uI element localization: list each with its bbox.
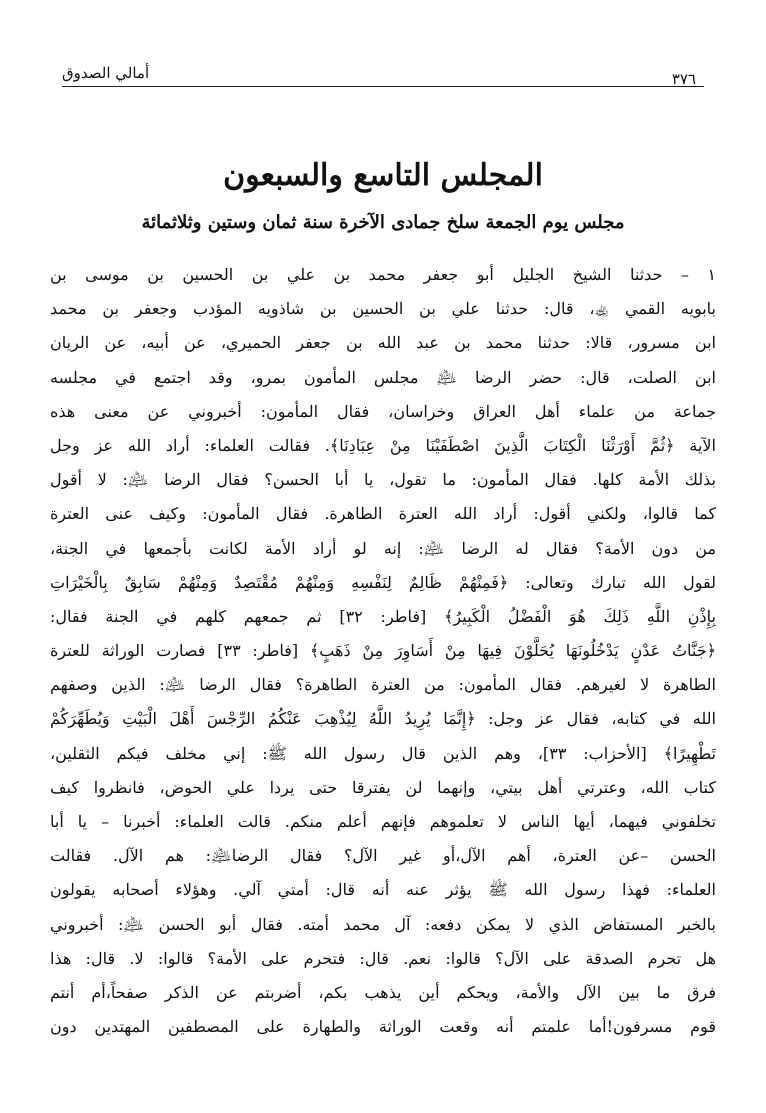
text-line: العلماء: فهذا رسول الله ﷺ يؤثر عنه أنه قال: أمتي آلي. وهؤلاء أصحابه يقولون [50, 880, 716, 900]
text-line: جماعة من علماء أهل العراق وخراسان، فقال المأمون: أخبروني عن معنى هذه [50, 401, 716, 421]
text-line: الطاهرة لا لغيرهم. فقال المأمون: من العترة الطاهرة؟ فقال الرضا ﵇: الذين وصفهم [50, 675, 716, 695]
text-line: بابويه القمي ﵀، قال: حدثنا علي بن الحسين بن شاذويه المؤدب وجعفر بن محمد [50, 299, 716, 319]
text-line: من دون الأمة؟ فقال له الرضا ﵇: إنه لو أراد الأمة لكانت بأجمعها في الجنة، [50, 538, 716, 558]
text-line: بالخبر المستفاض الذي لا يمكن دفعه: آل محمد أمته. فقال أبو الحسن ﵇: أخبروني [50, 914, 716, 934]
text-line: الحسن –عن العترة، أهم الآل،أو غير الآل؟ فقال الرضا﵇: هم الآل. فقالت [50, 846, 716, 866]
header-rule [62, 86, 704, 87]
text-line: الله في كتابه، فقال عز وجل: ﴿إِنَّمَا يُرِيدُ اللَّهُ لِيُذْهِبَ عَنْكُمُ الرِّجْسَ أَهْلَ الْبَيْتِ وَيُطَهِّرَكُمْ [50, 709, 716, 729]
text-line: بذلك الأمة كلها. فقال المأمون: ما تقول، يا أبا الحسن؟ فقال الرضا ﵇: لا أقول [50, 470, 716, 490]
text-line: تخلفوني فيهما، أيها الناس لا تعلموهم فإنهم أعلم منكم. قالت العلماء: أخبرنا – يا أبا [50, 812, 716, 831]
running-header [62, 58, 704, 94]
chapter-subtitle: مجلس يوم الجمعة سلخ جمادى الآخرة سنة ثمان وستين وثلاثمائة [141, 212, 625, 233]
text-line: تَطْهِيرًا﴾ [الأحزاب: ٣٣]، وهم الذين قال رسول الله ﷺ: إني مخلف فيكم الثقلين، [50, 743, 716, 763]
book-title: أمالي الصدوق [62, 64, 150, 82]
chapter-title: المجلس التاسع والسبعون [223, 158, 543, 193]
body-text [50, 258, 716, 1044]
text-line: كتاب الله، وعترتي أهل بيتي، وإنهما لن يفترقا حتى يردا علي الحوض، فانظروا كيف [50, 777, 716, 797]
text-line: فرق ما بين الآل والأمة، ويحكم أين يذهب بكم، أضربتم عن الذكر صفحاً،أم أنتم [50, 982, 716, 1002]
text-line: بِإِذْنِ اللَّهِ ذَلِكَ هُوَ الْفَضْلُ الْكَبِيرُ﴾ [فاطر: ٣٢] ثم جمعهم كلهم في الجنة فقال: [50, 606, 716, 626]
text-line: الآية ﴿ثُمَّ أَوْرَثْنَا الْكِتَابَ الَّذِينَ اصْطَفَيْنَا مِنْ عِبَادِنَا﴾. فقالت العلماء: أراد الله عز وجل [50, 435, 716, 455]
text-line: ابن الصلت، قال: حضر الرضا ﵇ مجلس المأمون بمرو، وقد اجتمع في مجلسه [50, 367, 716, 387]
text-line: كما قالوا، ولكني أقول: أراد الله العترة الطاهرة. فقال المأمون: وكيف عنى العترة [50, 504, 716, 524]
text-line: ﴿جَنَّاتُ عَدْنٍ يَدْخُلُونَهَا يُحَلَّوْنَ فِيهَا مِنْ أَسَاوِرَ مِنْ ذَهَبٍ﴾ [فاطر: ٣٣] فصارت الوراثة للعترة [50, 641, 716, 661]
text-line: ١ – حدثنا الشيخ الجليل أبو جعفر محمد بن علي بن الحسين بن موسى بن [50, 265, 716, 284]
text-line: لقول الله تبارك وتعالى: ﴿فَمِنْهُمْ ظَالِمٌ لِنَفْسِهِ وَمِنْهُمْ مُقْتَصِدٌ وَمِنْهُمْ سَابِقٌ بِالْخَيْرَاتِ [50, 572, 716, 592]
text-line: قوم مسرفون!أما علمتم أنه وقعت الوراثة والطهارة على المصطفين المهتدين دون [50, 1017, 716, 1037]
text-line: ابن مسرور، قالا: حدثنا محمد بن عبد الله بن جعفر الحميري، عن أبيه، عن الريان [50, 333, 716, 353]
page-number: ٣٧٦ [671, 70, 696, 88]
text-line: هل تحرم الصدقة على الآل؟ قالوا: نعم. قال: فتحرم على الأمة؟ قالوا: لا. قال: هذا [50, 948, 716, 968]
